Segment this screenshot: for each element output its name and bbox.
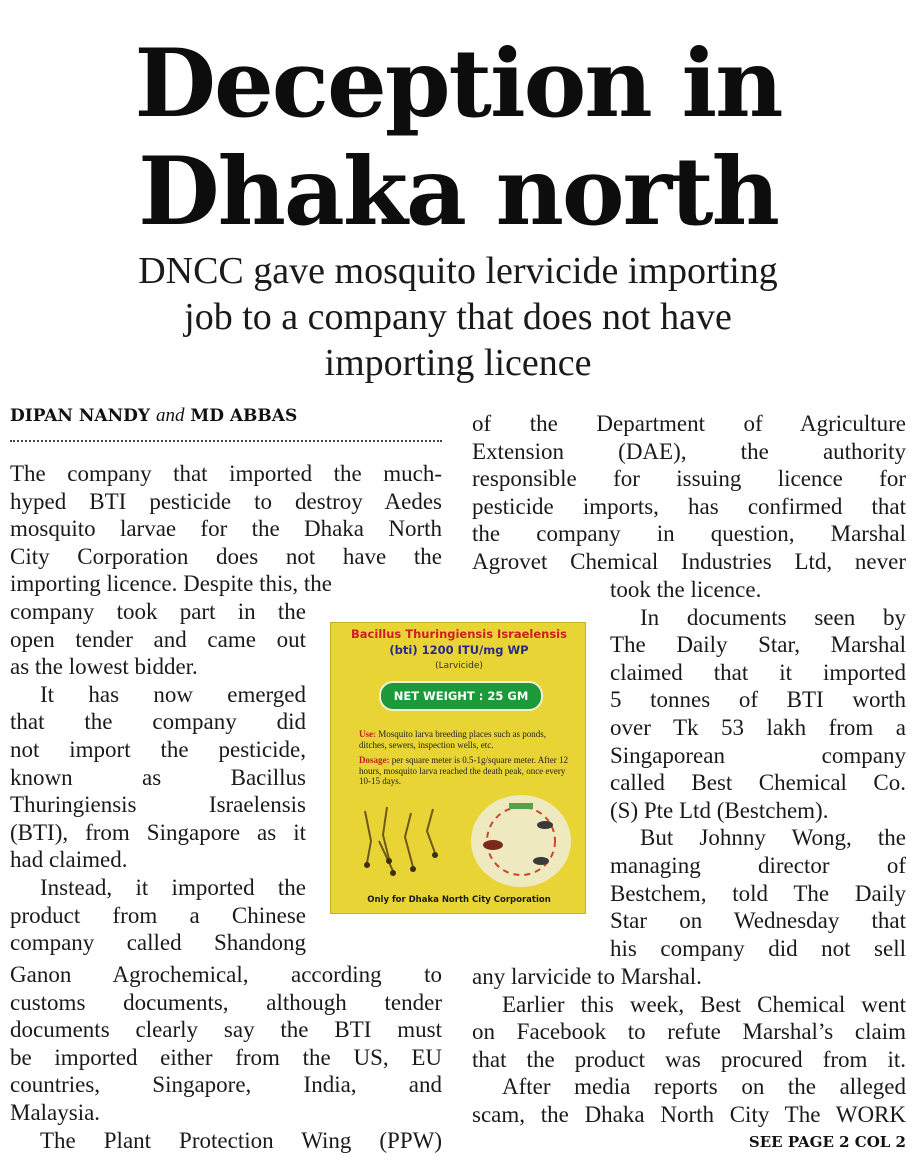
- column-1-wrap: [10, 598, 306, 957]
- text-line: hyped BTI pesticide to destroy Aedes: [10, 488, 442, 514]
- text-line: (BTI), from Singapore as it: [10, 819, 306, 845]
- text-line: Star on Wednesday that: [610, 908, 906, 934]
- text-line: Ganon Agrochemical, according to: [10, 962, 442, 987]
- text-line: The company that imported the much-: [10, 461, 442, 486]
- text-line: customs documents, although tender: [10, 989, 442, 1015]
- column-2-top: [472, 410, 906, 576]
- text-line: Extension (DAE), the authority: [472, 438, 906, 464]
- continuation-jump: SEE PAGE 2 COL 2: [748, 1133, 906, 1151]
- text-line: scam, the Dhaka North City The WORK: [472, 1101, 906, 1127]
- column-1-top: [10, 460, 442, 598]
- text-line: as the lowest bidder.: [10, 654, 198, 680]
- text-line: Thuringiensis Israelensis: [10, 792, 306, 818]
- text-line: It has now emerged: [40, 681, 306, 707]
- package-kind: (Larvicide): [435, 661, 483, 671]
- subheadline: [30, 248, 886, 386]
- text-line: pesticide imports, has confirmed that: [472, 493, 906, 519]
- text-line: In documents seen by: [640, 604, 906, 630]
- text-line: Malaysia.: [10, 1099, 101, 1125]
- larvicide-package-photo: [330, 622, 586, 914]
- package-footer: Only for Dhaka North City Corporation: [367, 895, 551, 905]
- package-title: Bacillus Thuringiensis Israelensis: [351, 627, 567, 641]
- column-1-bottom: [10, 961, 442, 1154]
- text-line: had claimed.: [10, 847, 128, 873]
- text-line: (S) Pte Ltd (Bestchem).: [610, 797, 829, 823]
- text-line: After media reports on the alleged: [502, 1074, 906, 1100]
- text-line: The Daily Star, Marshal: [610, 632, 906, 658]
- text-line: took the licence.: [610, 577, 762, 602]
- text-line: of the Department of Agriculture: [472, 411, 906, 436]
- text-line: 5 tonnes of BTI worth: [610, 687, 906, 713]
- text-line: City Corporation does not have the: [10, 543, 442, 569]
- text-line: responsible for issuing licence for: [472, 466, 906, 492]
- net-weight-badge: NET WEIGHT : 25 GM: [379, 681, 543, 711]
- package-dosage: Dosage: per square meter is 0.5-1g/square meter. After 12 hours, mosquito larva reached the death peak, once every 10-15 days.: [359, 755, 568, 786]
- text-line: claimed that it imported: [610, 659, 906, 685]
- author-2: MD ABBAS: [190, 406, 298, 426]
- text-line: The Plant Protection Wing (PPW): [40, 1127, 442, 1153]
- text-line: But Johnny Wong, the: [640, 825, 906, 851]
- text-line: Instead, it imported the: [40, 874, 306, 900]
- package-potency: (bti) 1200 ITU/mg WP: [389, 643, 529, 657]
- subhead-line-2: job to a company that does not have: [184, 296, 732, 338]
- text-line: called Best Chemical Co.: [610, 770, 906, 796]
- column-2-bottom: [472, 963, 906, 1129]
- text-line: countries, Singapore, India, and: [10, 1072, 442, 1098]
- text-line: that the company did: [10, 709, 306, 735]
- text-line: open tender and came out: [10, 626, 306, 652]
- text-line: Bestchem, told The Daily: [610, 880, 906, 906]
- text-line: be imported either from the US, EU: [10, 1044, 442, 1070]
- subhead-line-1: DNCC gave mosquito lervicide importing: [138, 250, 778, 292]
- author-1: DIPAN NANDY: [10, 406, 151, 426]
- text-line: company took part in the: [10, 599, 306, 624]
- text-line: Singaporean company: [610, 742, 906, 768]
- text-line: his company did not sell: [610, 935, 906, 961]
- package-use: Use: Mosquito larva breeding places such as ponds, ditches, sewers, inspection wells, etc.: [359, 729, 546, 750]
- text-line: Agrovet Chemical Industries Ltd, never: [472, 548, 906, 574]
- text-line: known as Bacillus: [10, 764, 306, 790]
- text-line: any larvicide to Marshal.: [472, 964, 702, 989]
- text-line: managing director of: [610, 852, 906, 878]
- headline: [0, 30, 916, 246]
- text-line: the company in question, Marshal: [472, 521, 906, 547]
- byline-conjunction: and: [155, 405, 185, 426]
- column-2-wrap: [610, 576, 906, 962]
- byline: [10, 405, 442, 427]
- text-line: company called Shandong: [10, 930, 306, 956]
- byline-divider: [10, 440, 442, 442]
- text-line: over Tk 53 lakh from a: [610, 714, 906, 740]
- text-line: product from a Chinese: [10, 902, 306, 928]
- text-line: not import the pesticide,: [10, 736, 306, 762]
- text-line: that the product was procured from it.: [472, 1046, 906, 1072]
- text-line: Earlier this week, Best Chemical went: [502, 991, 906, 1017]
- headline-line-2: Dhaka north: [138, 137, 778, 247]
- headline-line-1: Deception in: [134, 29, 782, 139]
- larva-illustration: [353, 801, 453, 881]
- text-line: documents clearly say the BTI must: [10, 1017, 442, 1043]
- text-line: importing licence. Despite this, the: [10, 571, 332, 597]
- text-line: on Facebook to refute Marshal’s claim: [472, 1019, 906, 1045]
- text-line: mosquito larvae for the Dhaka North: [10, 516, 442, 542]
- subhead-line-3: importing licence: [324, 342, 592, 384]
- mosquito-lifecycle-diagram: [471, 795, 571, 887]
